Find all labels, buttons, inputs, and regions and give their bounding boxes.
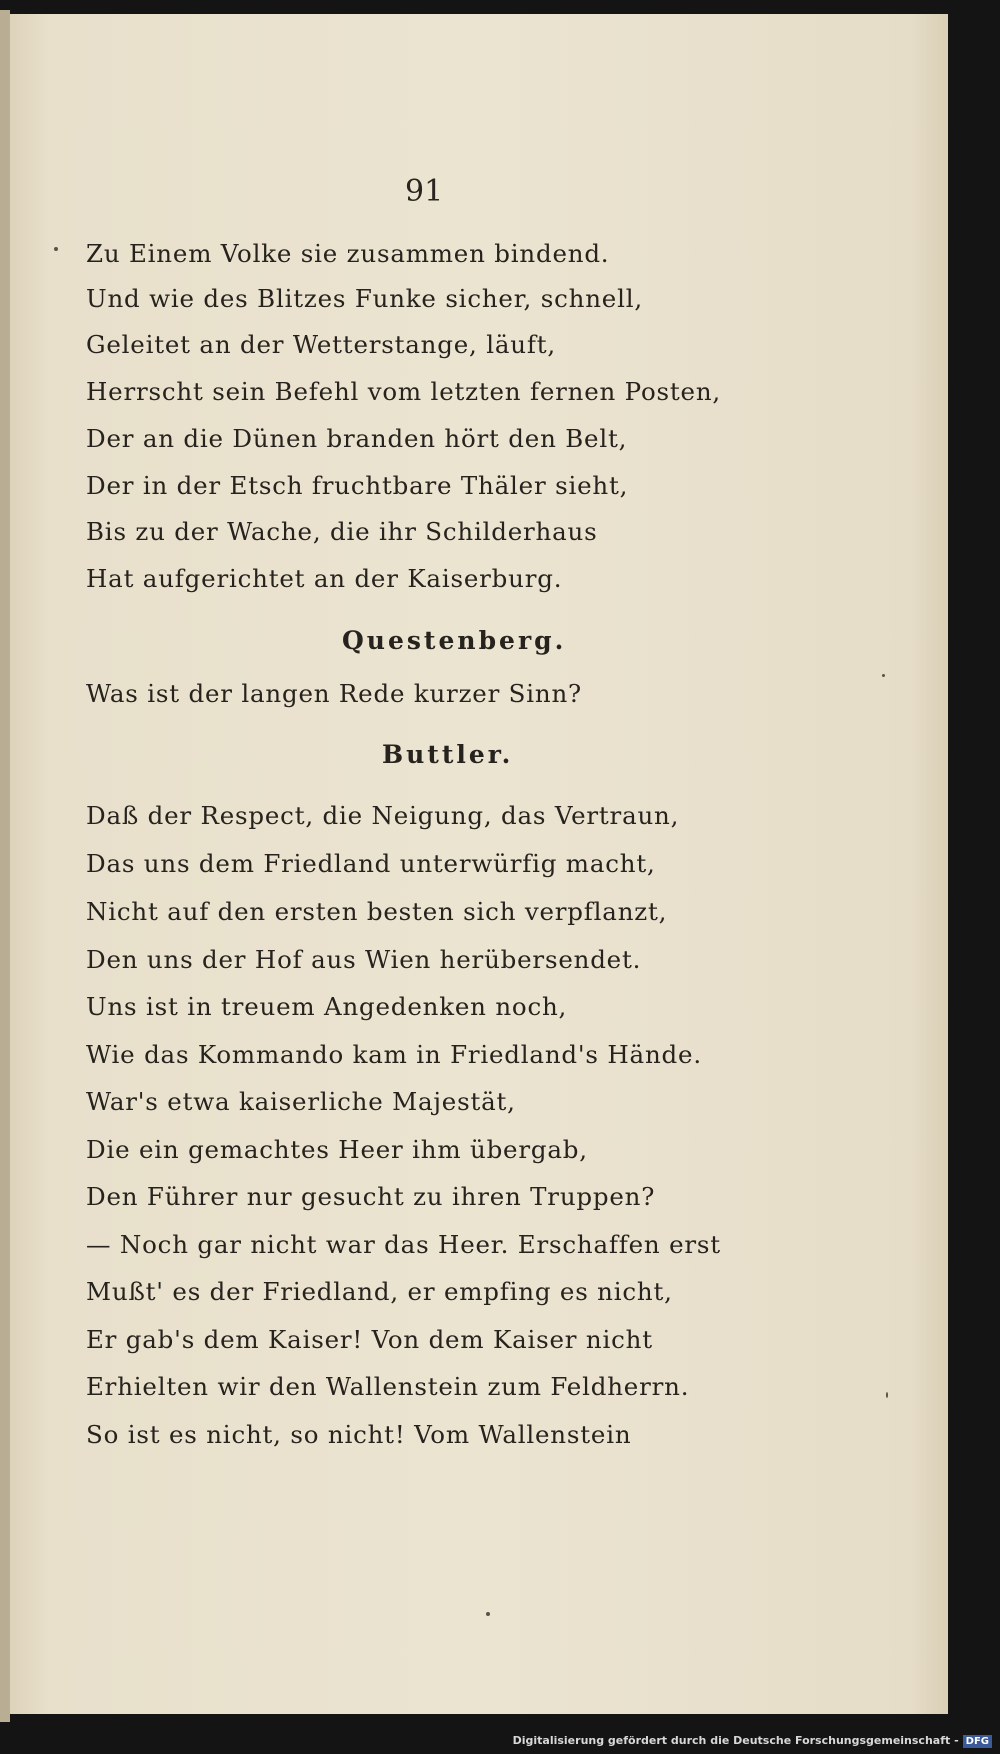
page-number: 91 bbox=[405, 174, 444, 209]
verse-line: Mußt' es der Friedland, er empfing es nicht, bbox=[86, 1277, 673, 1306]
verse-line: Er gab's dem Kaiser! Von dem Kaiser nicht bbox=[86, 1325, 653, 1354]
verse-line: Den uns der Hof aus Wien herübersendet. bbox=[86, 945, 642, 974]
verse-line: Den Führer nur gesucht zu ihren Truppen? bbox=[86, 1182, 656, 1211]
verse-line: Erhielten wir den Wallenstein zum Feldherrn. bbox=[86, 1372, 690, 1401]
verse-line: Wie das Kommando kam in Friedland's Hände. bbox=[86, 1040, 702, 1069]
paper-speck bbox=[886, 1392, 888, 1398]
verse-line: Daß der Respect, die Neigung, das Vertraun, bbox=[86, 801, 680, 830]
verse-line: Die ein gemachtes Heer ihm übergab, bbox=[86, 1135, 588, 1164]
dfg-logo: DFG bbox=[963, 1735, 992, 1748]
paper-speck bbox=[54, 247, 58, 251]
verse-line: Und wie des Blitzes Funke sicher, schnell, bbox=[86, 284, 643, 313]
verse-line: Nicht auf den ersten besten sich verpflanzt, bbox=[86, 897, 668, 926]
verse-line: Bis zu der Wache, die ihr Schilderhaus bbox=[86, 517, 598, 546]
paper-speck bbox=[486, 1612, 490, 1616]
previous-page-edge bbox=[0, 10, 10, 1722]
verse-line: Geleitet an der Wetterstange, läuft, bbox=[86, 330, 556, 359]
verse-line: Zu Einem Volke sie zusammen bindend. bbox=[86, 239, 610, 268]
verse-line: Uns ist in treuem Angedenken noch, bbox=[86, 992, 568, 1021]
verse-line: War's etwa kaiserliche Majestät, bbox=[86, 1087, 516, 1116]
book-page bbox=[10, 14, 948, 1714]
credit-text: Digitalisierung gefördert durch die Deutsche Forschungsgemeinschaft - bbox=[512, 1734, 959, 1747]
verse-line: Das uns dem Friedland unterwürfig macht, bbox=[86, 849, 656, 878]
verse-line: Herrscht sein Befehl vom letzten fernen Posten, bbox=[86, 377, 722, 406]
verse-line: Der an die Dünen branden hört den Belt, bbox=[86, 424, 628, 453]
verse-line: Hat aufgerichtet an der Kaiserburg. bbox=[86, 564, 563, 593]
paper-speck bbox=[882, 674, 885, 677]
digitization-credit bbox=[513, 1734, 992, 1748]
speaker-name: Questenberg. bbox=[342, 626, 567, 655]
verse-line: So ist es nicht, so nicht! Vom Wallenstein bbox=[86, 1420, 632, 1449]
verse-line: Der in der Etsch fruchtbare Thäler sieht, bbox=[86, 471, 629, 500]
verse-line: — Noch gar nicht war das Heer. Erschaffen erst bbox=[86, 1230, 721, 1259]
verse-line: Was ist der langen Rede kurzer Sinn? bbox=[86, 679, 582, 708]
speaker-name: Buttler. bbox=[382, 740, 514, 769]
